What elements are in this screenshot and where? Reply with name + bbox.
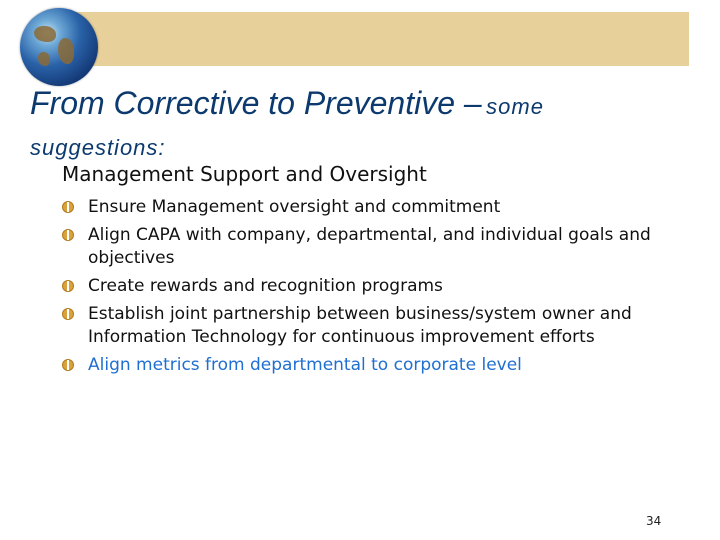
- bullet-item: [62, 303, 682, 349]
- bullet-text: Establish joint partnership between business/system owner and Information Technology for continuous improvement efforts: [88, 304, 632, 347]
- bullet-text: Align CAPA with company, departmental, and individual goals and objectives: [88, 225, 651, 268]
- bullet-item: [62, 224, 682, 270]
- bullet-text: Create rewards and recognition programs: [88, 276, 443, 296]
- slide-title: [30, 84, 690, 170]
- bullet-marker-icon: [62, 359, 74, 371]
- page-number: 34: [646, 514, 662, 528]
- section-heading: Management Support and Oversight: [62, 162, 427, 186]
- title-main: From Corrective to Preventive –: [30, 85, 482, 121]
- title-sub-line2: suggestions:: [30, 135, 166, 160]
- bullet-text: Ensure Management oversight and commitment: [88, 197, 501, 217]
- bullet-item: [62, 354, 682, 377]
- bullet-marker-icon: [62, 201, 74, 213]
- bullet-marker-icon: [62, 229, 74, 241]
- title-sub-inline: some: [486, 94, 544, 119]
- header-banner: [58, 12, 689, 66]
- bullet-marker-icon: [62, 308, 74, 320]
- bullet-text: Align metrics from departmental to corporate level: [88, 355, 522, 375]
- bullet-item: [62, 196, 682, 219]
- bullet-marker-icon: [62, 280, 74, 292]
- globe-icon: [20, 8, 98, 86]
- bullet-list: [62, 196, 682, 382]
- bullet-item: [62, 275, 682, 298]
